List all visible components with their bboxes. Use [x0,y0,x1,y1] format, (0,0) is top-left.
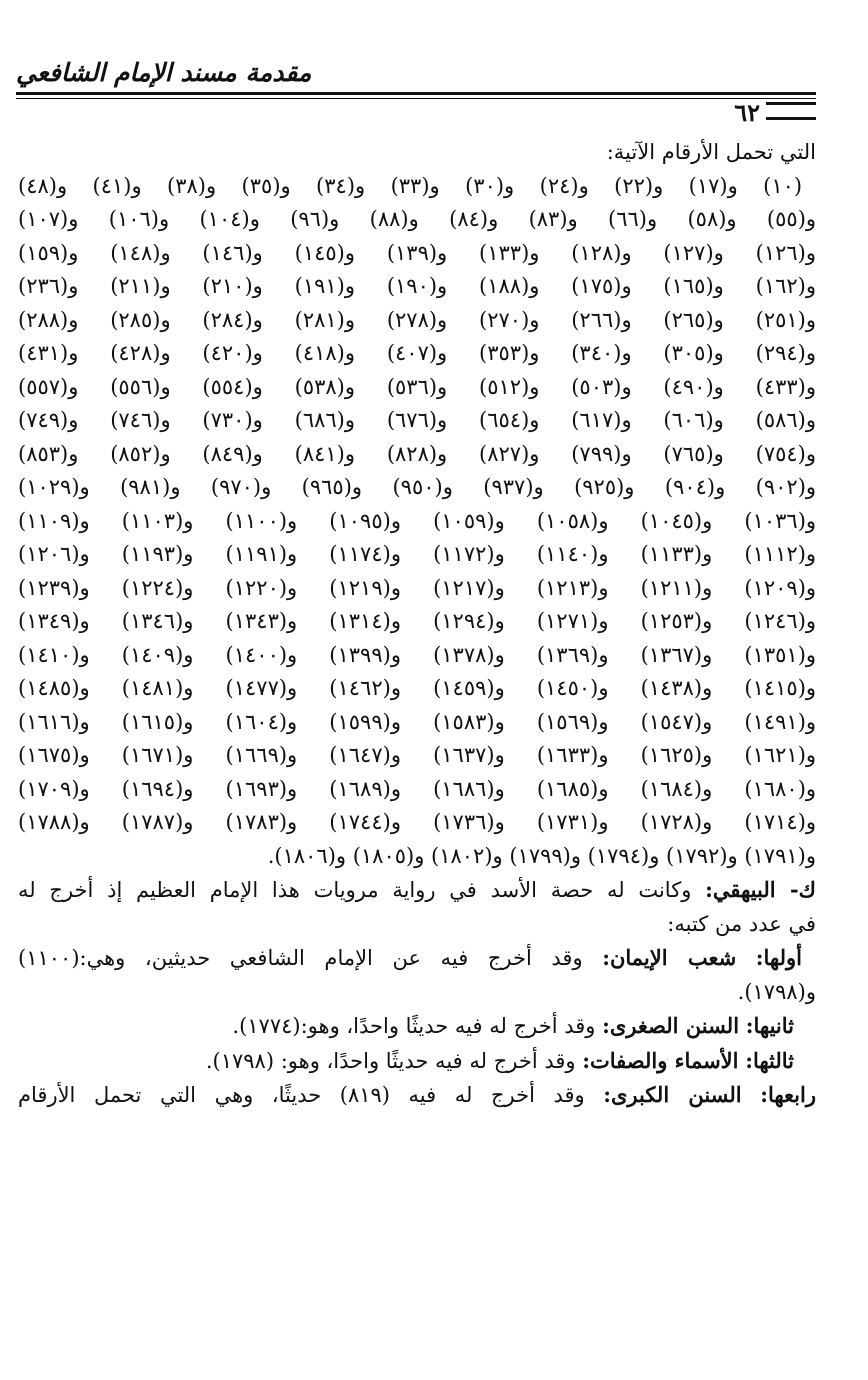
intro-line: التي تحمل الأرقام الآتية: [606,140,816,164]
bayhaqi-label: ك- البيهقي: [705,877,816,902]
number-line: و(١٢٠٩) و(١٢١١) و(١٢١٣) و(١٢١٧) و(١٢١٩) و(١٢٢٠) و(١٢٢٤) و(١٢٣٩) [18,575,816,600]
number-line: و(١٢٤٦) و(١٢٥٣) و(١٢٧١) و(١٢٩٤) و(١٣١٤) و(١٣٤٣) و(١٣٤٦) و(١٣٤٩) [18,609,816,633]
book-entry [18,941,816,1009]
number-line: و(١٧٩١) و(١٧٩٢) و(١٧٩٤) و(١٧٩٩) و(١٨٠٢) و(١٨٠٥) و(١٨٠٦). [267,843,816,868]
book-entry [18,1078,816,1113]
page-number-ornament [766,102,816,120]
page-number: ٦٢ [734,98,760,127]
book-ordinal: رابعها: [760,1082,816,1107]
number-list [18,170,816,874]
running-title: مقدمة مسند الإمام الشافعي [16,58,312,87]
number-line: و(٧٥٤) و(٧٦٥) و(٧٩٩) و(٨٢٧) و(٨٢٨) و(٨٤١) و(٨٤٩) و(٨٥٢) و(٨٥٣) [18,441,816,466]
number-line: و(١٠٣٦) و(١٠٤٥) و(١٠٥٨) و(١٠٥٩) و(١٠٩٥) و(١١٠٠) و(١١٠٣) و(١١٠٩) [18,508,816,533]
book-text: وقد أخرج فيه عن الإمام الشافعي حديثين، وهي:(١١٠٠) [18,946,583,970]
book-ordinal: ثالثها: [745,1047,794,1073]
book-text: وقد أخرج له فيه حديثًا واحدًا، وهو:(١٧٧٤). [232,1014,596,1038]
book-text: وقد أخرج له فيه حديثًا واحدًا، وهو: (١٧٩٨). [205,1048,576,1073]
book-title: شعب الإيمان: [602,945,737,970]
number-line: و(١٧١٤) و(١٧٢٨) و(١٧٣١) و(١٧٣٦) و(١٧٤٤) و(١٧٨٣) و(١٧٨٧) و(١٧٨٨) [18,810,816,834]
book-title: السنن الصغرى: [602,1013,740,1038]
bayhaqi-text: وكانت له حصة الأسد في رواية مرويات هذا الإمام العظيم إذ أخرج له [18,878,692,902]
number-line: و(٩٠٢) و(٩٠٤) و(٩٢٥) و(٩٣٧) و(٩٥٠) و(٩٦٥) و(٩٧٠) و(٩٨١) و(١٠٢٩) [18,475,816,499]
number-line: و(١٣٥١) و(١٣٦٧) و(١٣٦٩) و(١٣٧٨) و(١٣٩٩) و(١٤٠٠) و(١٤٠٩) و(١٤١٠) [18,642,816,667]
number-line: و(١٦٢) و(١٦٥) و(١٧٥) و(١٨٨) و(١٩٠) و(١٩١) و(٢١٠) و(٢١١) و(٢٣٦) [18,274,816,298]
book-entry [18,1044,816,1079]
number-line: و(٥٥) و(٥٨) و(٦٦) و(٨٣) و(٨٤) و(٨٨) و(٩٦) و(١٠٤) و(١٠٦) و(١٠٧) [18,207,816,231]
number-line: و(٢٥١) و(٢٦٥) و(٢٦٦) و(٢٧٠) و(٢٧٨) و(٢٨١) و(٢٨٤) و(٢٨٥) و(٢٨٨) [18,307,816,332]
number-line: و(٢٩٤) و(٣٠٥) و(٣٤٠) و(٣٥٣) و(٤٠٧) و(٤١٨) و(٤٢٠) و(٤٢٨) و(٤٣١) [18,341,816,365]
bayhaqi-paragraph [18,873,816,941]
book-text: وقد أخرج له فيه (٨١٩) حديثًا، وهي التي تحمل الأرقام [18,1083,585,1107]
number-line: و(٥٨٦) و(٦٠٦) و(٦١٧) و(٦٥٤) و(٦٧٦) و(٦٨٦) و(٧٣٠) و(٧٤٦) و(٧٤٩) [18,408,816,432]
book-title: السنن الكبرى: [603,1082,742,1107]
book-ordinal: أولها: [755,945,802,970]
page-header [16,58,816,127]
bayhaqi-text-continued: في عدد من كتبه: [667,911,816,936]
number-line: و(١٢٦) و(١٢٧) و(١٢٨) و(١٣٣) و(١٣٩) و(١٤٥) و(١٤٦) و(١٤٨) و(١٥٩) [18,240,816,265]
number-line: و(١٦٢١) و(١٦٢٥) و(١٦٣٣) و(١٦٣٧) و(١٦٤٧) و(١٦٦٩) و(١٦٧١) و(١٦٧٥) [18,743,816,767]
book-title: الأسماء والصفات: [582,1047,739,1073]
number-line: (١٠) و(١٧) و(٢٢) و(٢٤) و(٣٠) و(٣٣) و(٣٤) و(٣٥) و(٣٨) و(٤١) و(٤٨) [18,173,803,198]
book-text-continued: و(١٧٩٨). [737,979,816,1004]
page-body [18,136,816,1113]
number-line: و(١٤١٥) و(١٤٣٨) و(١٤٥٠) و(١٤٥٩) و(١٤٦٢) و(١٤٧٧) و(١٤٨١) و(١٤٨٥) [18,676,816,700]
number-line: و(١٦٨٠) و(١٦٨٤) و(١٦٨٥) و(١٦٨٦) و(١٦٨٩) و(١٦٩٣) و(١٦٩٤) و(١٧٠٩) [18,776,816,801]
header-rule [16,92,816,99]
number-line: و(١١١٢) و(١١٣٣) و(١١٤٠) و(١١٧٢) و(١١٧٤) و(١١٩١) و(١١٩٣) و(١٢٠٦) [18,542,816,566]
book-ordinal: ثانيها: [745,1013,794,1038]
book-entry [18,1009,816,1044]
number-line: و(١٤٩١) و(١٥٤٧) و(١٥٦٩) و(١٥٨٣) و(١٥٩٩) و(١٦٠٤) و(١٦١٥) و(١٦١٦) [18,709,816,734]
number-line: و(٤٣٣) و(٤٩٠) و(٥٠٣) و(٥١٢) و(٥٣٦) و(٥٣٨) و(٥٥٤) و(٥٥٦) و(٥٥٧) [18,374,816,399]
